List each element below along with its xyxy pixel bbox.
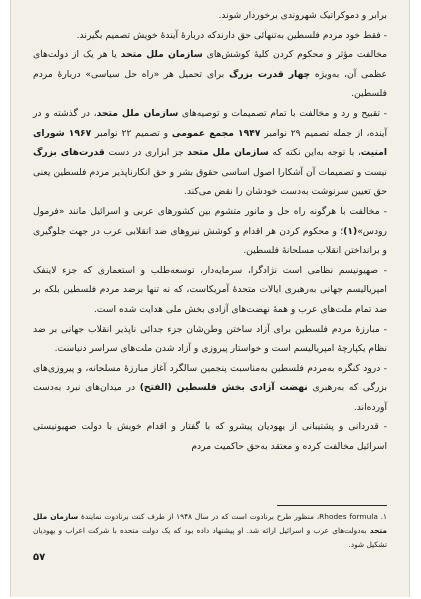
footnote-separator xyxy=(277,505,387,506)
page-number: ۵۷ xyxy=(33,552,46,563)
text-run: ۱. Rhodes formula، منظور طرح برنادوت است که در سال ۱۹۴۸ از طرف کنت برنادوت نمایندهٔ xyxy=(78,512,387,521)
bold-phrase: ۱۹۴۷ مجمع عمومی xyxy=(171,127,261,139)
text-run: نیست و تصمیمات آن آشکارا اصول اساسی حقوق بشر و حق انکارناپذیر مردم فلسطین یعنی حق تعیین سرنوشت به‌دست خودشان را نقض می‌کند. xyxy=(33,166,387,198)
paragraph xyxy=(33,202,387,261)
bold-phrase: سازمان ملل متحد xyxy=(33,512,387,535)
bold-phrase: سازمان ملل متحد xyxy=(187,147,269,159)
text-run: - فقط خود مردم فلسطین به‌تنهائی حق دارندکه دربارهٔ آیندهٔ خویش تصمیم بگیرند. xyxy=(76,29,387,41)
bold-phrase: سازمان ملل متحد xyxy=(96,107,179,119)
paragraph xyxy=(33,359,387,418)
bold-phrase: ۱۹۶۷ شورای امنیت xyxy=(33,127,387,159)
text-run: - مبارزهٔ مردم فلسطین برای آزاد ساختن وطن‌شان جزء جدائی ناپذیر انقلاب جهانی بر ضد نظام یکپارچهٔ امپریالیسم است و خواستار پیروزی و آزاد شدن ملت‌های سراسر دنیاست. xyxy=(33,323,387,355)
footnote xyxy=(33,510,387,552)
text-run: به‌دولت‌های عرب و اسرائیل ارائه شد. او پیشنهاد داده بود که یک دولت متحده با شرکت اعراب و یهودیان تشکیل شود. xyxy=(33,526,387,549)
text-run: - قدردانی و پشتیبانی از یهودیان پیشرو که با گفتار و اقدام خویش با دولت صهیونیستی اسرائیل مخالفت کرده و معتقد به‌حق حاکمیت مردم xyxy=(33,421,387,453)
text-run: - تقبیح و رد و مخالفت با تمام تصمیمات و توصیه‌های xyxy=(178,107,387,119)
text-run: - مخالفت با هرگونه راه حل و مانور متشوم بین کشورهای عربی و اسرائیل مانند «فرمول رودس» xyxy=(33,205,387,237)
text-run: جز ابزاری در دست xyxy=(104,147,188,159)
paragraph xyxy=(33,6,387,26)
text-run: برابر و دموکراتیک شهروندی برخوردار شوند. xyxy=(218,10,387,21)
text-run: ، در گذشته و در آینده، از جمله تصمیم ۲۹ نوامبر xyxy=(33,107,387,139)
text-run: در میدان‌های نبرد به‌دست آورده‌اند. xyxy=(33,382,387,413)
bold-phrase: نهضت آزادی بخش فلسطین (الفتح) xyxy=(139,382,308,394)
book-page xyxy=(10,0,410,597)
bold-phrase: چهار قدرت بزرگ xyxy=(228,68,311,80)
paragraph xyxy=(33,45,387,104)
text-run: ، با توجه به‌این نکته که xyxy=(268,147,361,159)
paragraph xyxy=(33,417,387,456)
bold-phrase: قدرت‌های بزرگ xyxy=(33,147,105,159)
bold-phrase: (۱) xyxy=(343,225,358,237)
paragraph xyxy=(33,320,387,359)
paragraph xyxy=(33,104,387,202)
text-run: - صهیونیسم نظامی است نژادگرا، سرمایه‌دار، توسعه‌طلب و استعماری که جزء لاینفک امپریالیسم جهانی به‌رهبری ایالات متحدهٔ آمریکاست، که نه تنها برضد مردم فلسطین بلکه بر ضد تمام ملت‌های عرب و همهٔ نهضت‌های آزادی بخش ملی هدایت شده است. xyxy=(33,264,387,315)
text-run: - درود کنگره به‌مردم فلسطین به‌مناسبت پنجمین سالگرد آغاز مبارزهٔ مسلحانه، و پیروزی‌های بزرگی که به‌رهبری xyxy=(33,362,388,394)
bold-phrase: سازمان ملل متحد xyxy=(120,49,203,61)
paragraph xyxy=(33,261,387,320)
paragraph xyxy=(33,26,387,46)
text-run: یا هر یک از دولت‌های عظمی آن، به‌ویژه xyxy=(33,49,388,80)
text-run: و تصمیم ۲۲ نوامبر xyxy=(91,127,172,139)
body-text xyxy=(33,6,387,457)
text-run: برای تحمیل هر «راه حل سیاسی» دربارهٔ مردم فلسطین. xyxy=(33,68,387,100)
text-run: ؛ و محکوم کردن هر اقدام و کوشش نیروهای ضد انقلابی عرب در جهت جلوگیری و برانداختن انقلاب مسلحانهٔ فلسطین. xyxy=(33,225,387,257)
text-run: مخالفت مؤثر و محکوم کردن کلیهٔ کوشش‌های xyxy=(202,49,388,61)
footnote-text xyxy=(33,510,387,552)
